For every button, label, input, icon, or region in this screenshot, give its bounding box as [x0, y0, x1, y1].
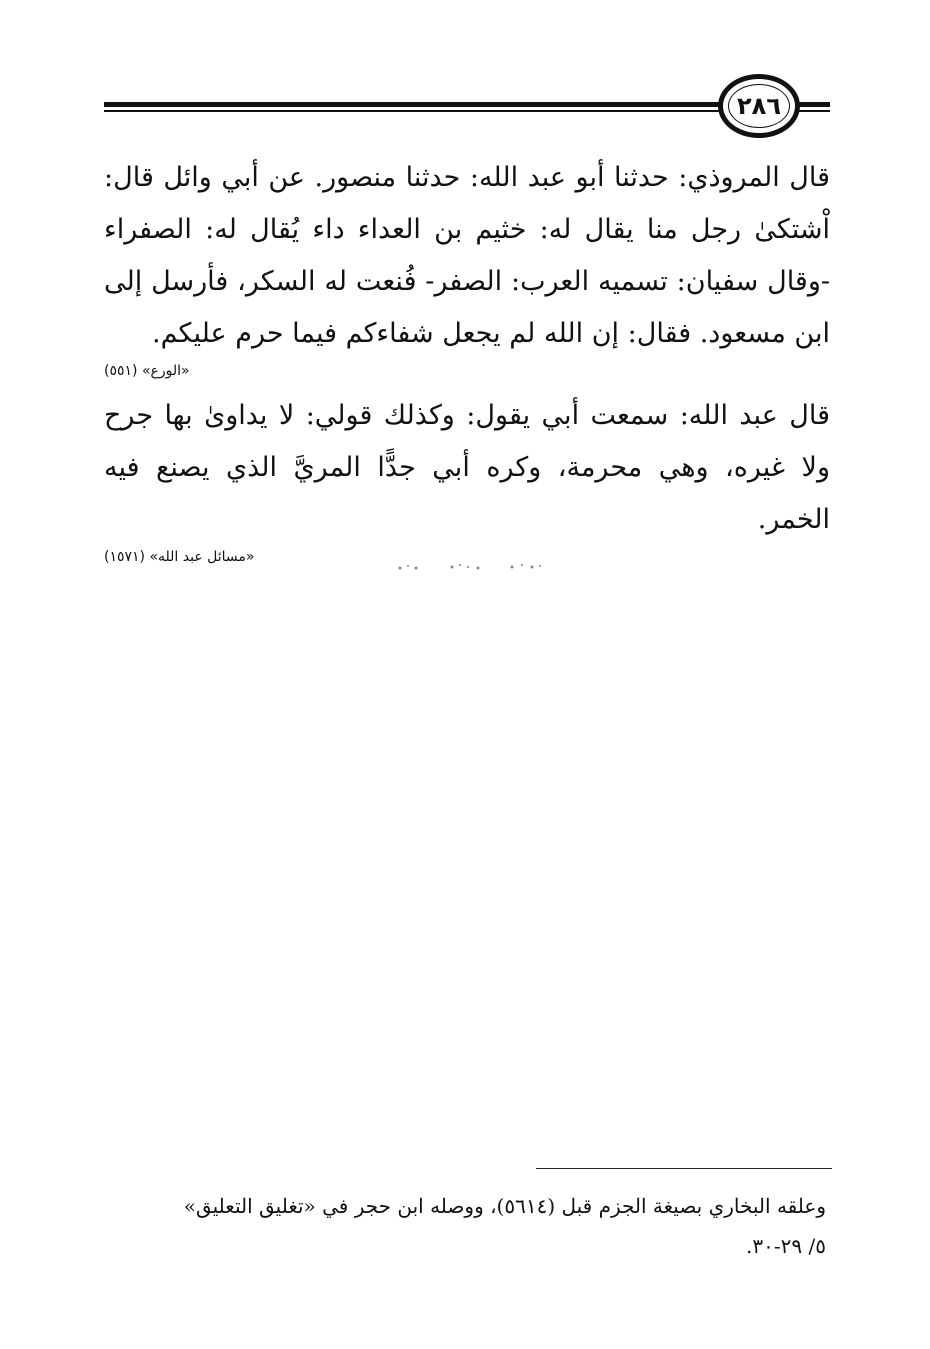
source-citation-1: «الورع» (٥٥١)	[104, 363, 190, 379]
paragraph-2: قال عبد الله: سمعت أبي يقول: وكذلك قولي: لا يداوىٰ بها جرح ولا غيره، وهي محرمة، وكره أبي جدًّا المريَّ الذي يصنع فيه الخمر.	[104, 400, 830, 535]
footnote-separator	[536, 1168, 832, 1169]
main-text	[104, 152, 830, 568]
page-number-badge	[718, 74, 800, 138]
source-citation-2: «مسائل عبد الله» (١٥٧١)	[104, 549, 255, 565]
header-rule-left-thin	[104, 110, 724, 112]
page-number: ٢٨٦	[737, 92, 781, 120]
paragraph-1: قال المروذي: حدثنا أبو عبد الله: حدثنا منصور. عن أبي وائل قال: اْشتكىٰ رجل منا يقال له: خثيم بن العداء داء يُقال له: الصفراء -وقال سفيان: تسميه العرب: الصفر- فُنعت له السكر، فأرسل إلى ابن مسعود. فقال: إن الله لم يجعل شفاءكم فيما حرم عليكم.	[104, 162, 830, 349]
footnote-line-1: وعلقه البخاري بصيغة الجزم قبل (٥٦١٤)، ووصله ابن حجر في «تغليق التعليق»	[183, 1194, 826, 1218]
header-rule-left	[104, 102, 724, 107]
ornament-divider	[390, 560, 560, 574]
source-1-wrap	[104, 360, 830, 382]
footnote-line-2: ٥/ ٢٩-٣٠.	[746, 1234, 826, 1258]
footnote	[104, 1186, 826, 1266]
page-header	[104, 72, 830, 144]
